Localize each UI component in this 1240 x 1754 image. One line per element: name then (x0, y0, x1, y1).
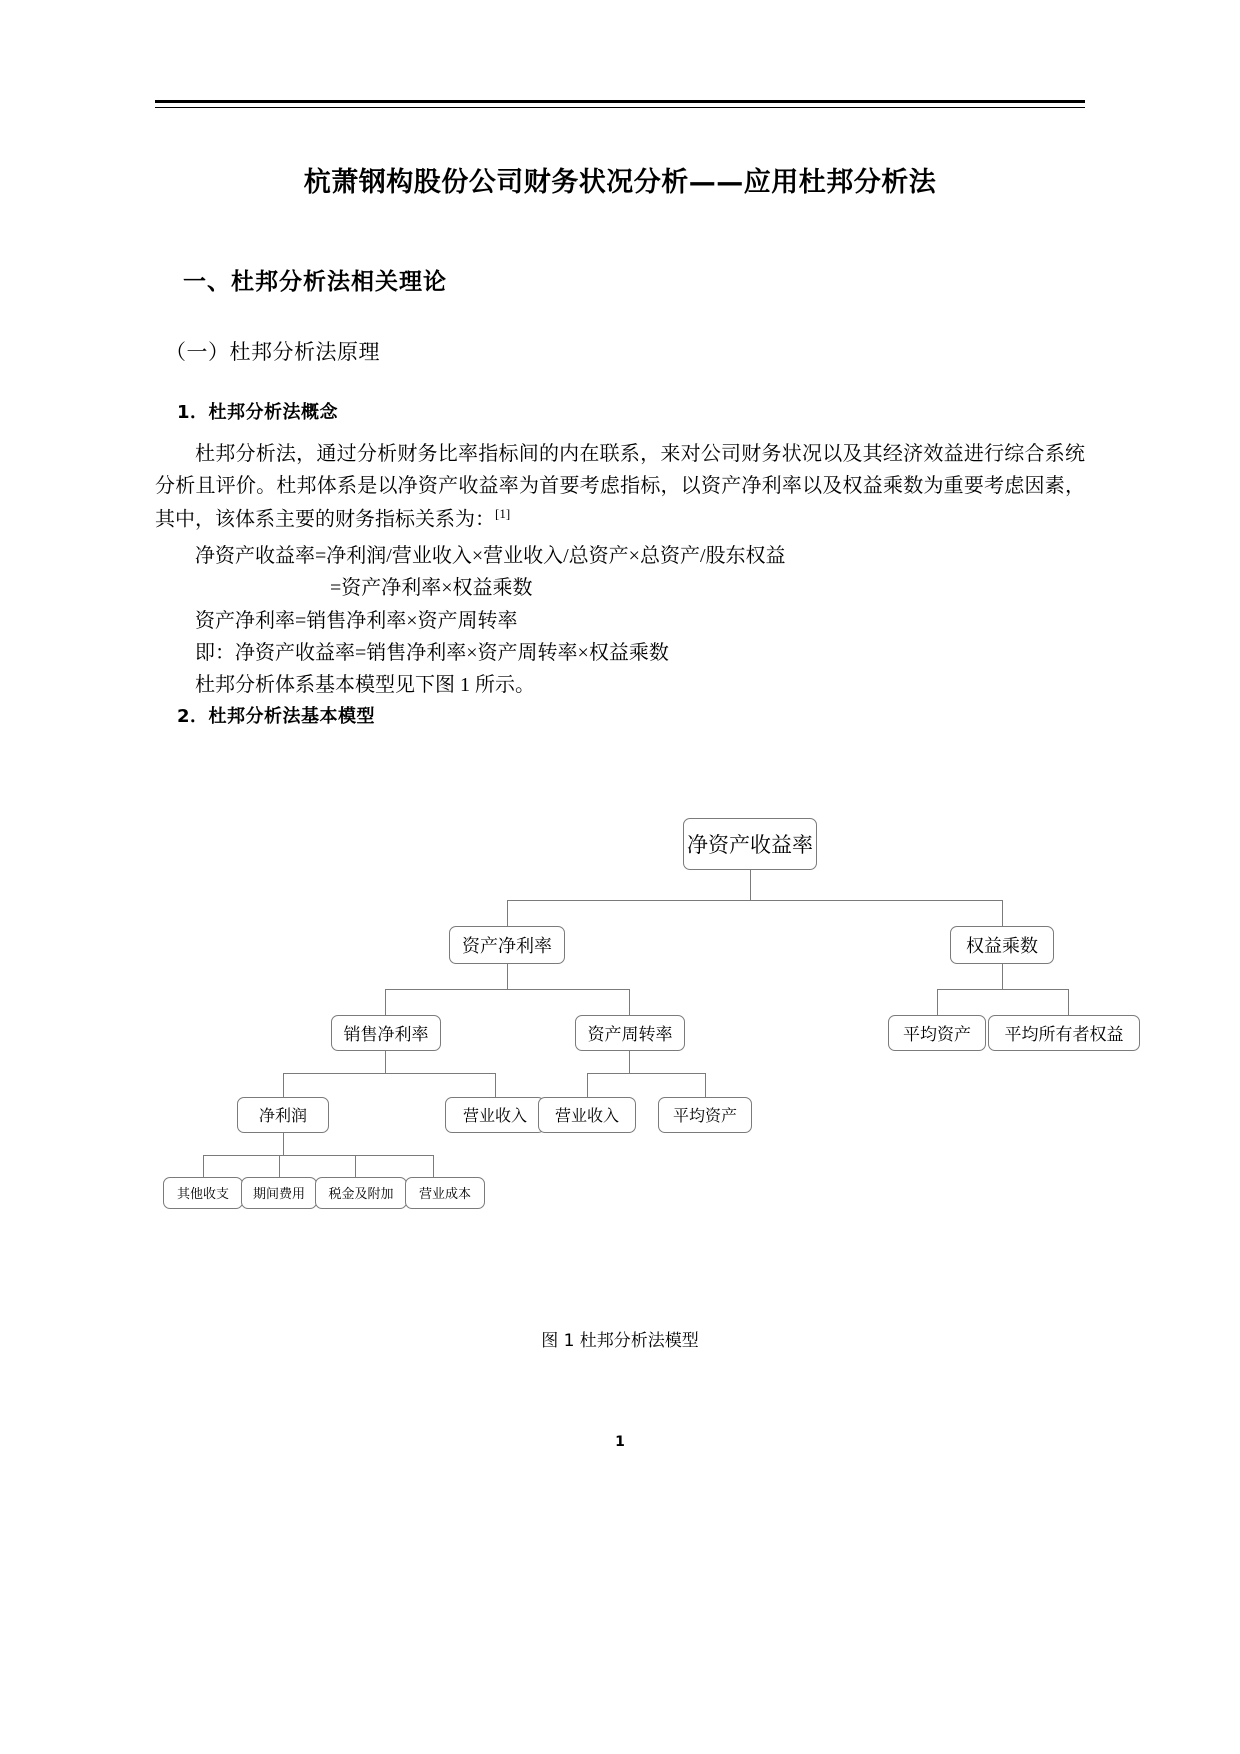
page-title: 杭萧钢构股份公司财务状况分析——应用杜邦分析法 (303, 167, 937, 198)
formula-line-1: 净资产收益率=净利润/营业收入×营业收入/总资产×总资产/股东权益 (195, 544, 786, 567)
connector-turnover-to-avgassets (705, 1073, 706, 1097)
connector-netprofit-to-cost (433, 1155, 434, 1177)
connector-em-bus (937, 989, 1068, 990)
connector-em-to-avgassets (937, 989, 938, 1015)
node-operating-income-right: 营业收入 (538, 1097, 636, 1133)
paragraph-figure-reference: 杜邦分析体系基本模型见下图 1 所示。 (195, 674, 535, 697)
connector-anp-stem (507, 963, 508, 989)
section-heading-1: 一、杜邦分析法相关理论 (183, 269, 447, 295)
node-avg-assets-mid: 平均资产 (658, 1097, 752, 1133)
node-roe: 净资产收益率 (683, 818, 817, 870)
connector-snp-stem (385, 1051, 386, 1073)
connector-anp-bus (385, 989, 629, 990)
item-heading-2: 2．杜邦分析法基本模型 (177, 705, 376, 727)
node-tax-and-surcharge: 税金及附加 (315, 1177, 407, 1209)
connector-roe-stem (750, 870, 751, 900)
connector-turnover-bus (587, 1073, 705, 1074)
node-net-profit: 净利润 (237, 1097, 329, 1133)
connector-anp-to-snp (385, 989, 386, 1015)
connector-netprofit-to-other (203, 1155, 204, 1177)
header-rule (155, 100, 1085, 108)
connector-netprofit-to-tax (355, 1155, 356, 1177)
node-other-income-expense: 其他收支 (163, 1177, 243, 1209)
formula-line-2: =资产净利率×权益乘数 (330, 577, 533, 600)
item-heading-1: 1．杜邦分析法概念 (177, 402, 339, 423)
node-operating-income-left: 营业收入 (445, 1097, 545, 1133)
formula-line-3: 资产净利率=销售净利率×资产周转率 (195, 609, 518, 632)
subsection-heading-1: （一）杜邦分析法原理 (165, 340, 380, 364)
node-operating-cost: 营业成本 (405, 1177, 485, 1209)
dupont-model-diagram (155, 798, 1124, 1278)
connector-netprofit-stem (283, 1133, 284, 1155)
connector-anp-to-turnover (629, 989, 630, 1015)
page-content (155, 100, 1124, 1351)
node-sales-net-profit-rate: 销售净利率 (331, 1015, 441, 1051)
connector-roe-to-em (1002, 900, 1003, 926)
connector-turnover-to-income (587, 1073, 588, 1097)
formula-line-4: 即：净资产收益率=销售净利率×资产周转率×权益乘数 (195, 642, 669, 664)
node-asset-net-profit-rate: 资产净利率 (449, 926, 565, 964)
connector-snp-bus (283, 1073, 495, 1074)
connector-em-stem (1002, 963, 1003, 989)
connector-turnover-stem (629, 1051, 630, 1073)
paragraph-dupont-concept (155, 438, 1085, 536)
figure-caption: 图 1 杜邦分析法模型 (541, 1330, 699, 1351)
paragraph-text: 杜邦分析法，通过分析财务比率指标间的内在联系，来对公司财务状况以及其经济效益进行综合系统分析且评价。杜邦体系是以净资产收益率为首要考虑指标，以资产净利率以及权益乘数为重要考虑因素，其中，该体系主要的财务指标关系为： (155, 443, 1085, 531)
connector-em-to-avgequity (1068, 989, 1069, 1015)
connector-roe-bus (507, 900, 1002, 901)
connector-roe-to-anp (507, 900, 508, 926)
citation-marker: [1] (495, 505, 511, 521)
node-equity-multiplier: 权益乘数 (950, 926, 1054, 964)
connector-snp-to-income (495, 1073, 496, 1097)
connector-netprofit-bus (203, 1155, 433, 1156)
connector-snp-to-netprofit (283, 1073, 284, 1097)
node-avg-assets-right: 平均资产 (888, 1015, 986, 1051)
node-avg-owner-equity: 平均所有者权益 (988, 1015, 1140, 1051)
connector-netprofit-to-period (279, 1155, 280, 1177)
node-asset-turnover: 资产周转率 (575, 1015, 685, 1051)
page-number: 1 (615, 1434, 625, 1450)
node-period-expense: 期间费用 (241, 1177, 317, 1209)
